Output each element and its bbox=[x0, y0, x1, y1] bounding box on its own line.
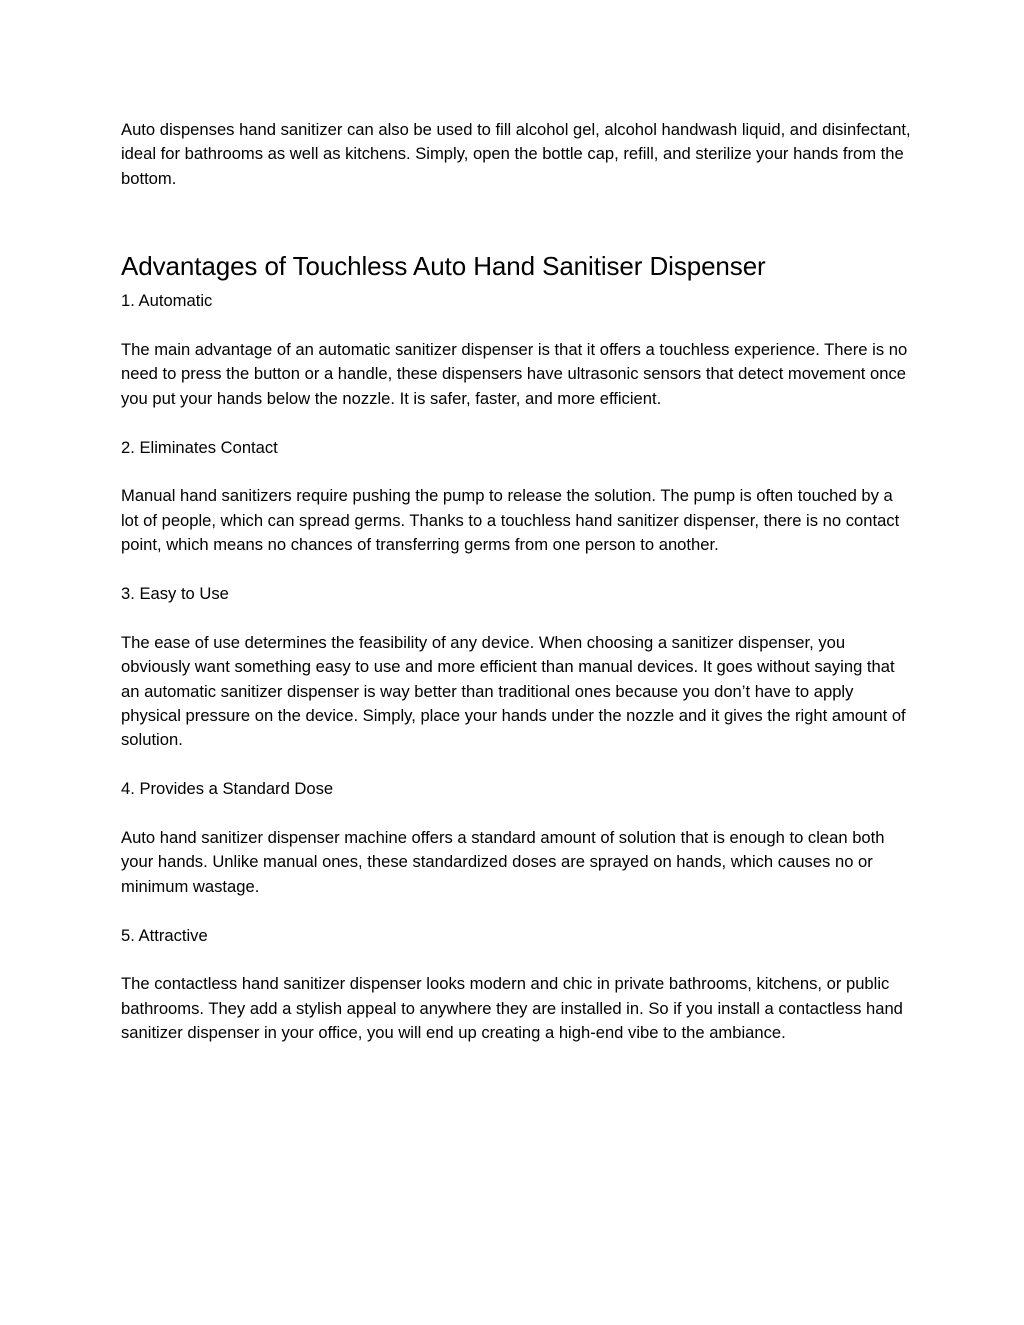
item-heading-automatic: 1. Automatic bbox=[121, 291, 213, 311]
item-body-easy-to-use: The ease of use determines the feasibility of any device. When choosing a sanitizer dispenser, you obviously want something easy to use and more efficient than manual devices. It goes without saying that an automatic sanitizer dispenser is way better than traditional ones because you don’t have to apply physical pressure on the device. Simply, place your hands under the nozzle and it gives the right amount of solution. bbox=[121, 632, 906, 750]
item-heading-easy-to-use: 3. Easy to Use bbox=[121, 584, 229, 604]
item-body-automatic: The main advantage of an automatic sanitizer dispenser is that it offers a touchless experience. There is no need to press the button or a handle, these dispensers have ultrasonic sensors that detect movement once you put your hands below the nozzle. It is safer, faster, and more efficient. bbox=[121, 340, 908, 408]
item-body-eliminates-contact: Manual hand sanitizers require pushing the pump to release the solution. The pump is often touched by a lot of people, which can spread germs. Thanks to a touchless hand sanitizer dispenser, there is no contact point, which means no chances of transferring germs from one person to another. bbox=[121, 486, 900, 555]
item-body-attractive: The contactless hand sanitizer dispenser looks modern and chic in private bathrooms, kitchens, or public bathrooms. They add a stylish appeal to anywhere they are installed in. So if you install a contactless hand sanitizer dispenser in your office, you will end up creating a high-end vibe to the ambiance. bbox=[121, 974, 903, 1043]
item-body-standard-dose: Auto hand sanitizer dispenser machine offers a standard amount of solution that is enough to clean both your hands. Unlike manual ones, these standardized doses are sprayed on hands, which causes no or minimum wastage. bbox=[121, 828, 885, 896]
section-title: Advantages of Touchless Auto Hand Sanitiser Dispenser bbox=[121, 251, 766, 282]
item-heading-eliminates-contact: 2. Eliminates Contact bbox=[121, 437, 278, 457]
document-page bbox=[121, 118, 911, 1070]
item-heading-standard-dose: 4. Provides a Standard Dose bbox=[121, 779, 334, 799]
intro-paragraph: Auto dispenses hand sanitizer can also be used to fill alcohol gel, alcohol handwash liquid, and disinfectant, ideal for bathrooms as well as kitchens. Simply, open the bottle cap, refill, and sterilize your hands from the bottom. bbox=[121, 120, 911, 188]
item-heading-attractive: 5. Attractive bbox=[121, 925, 208, 945]
